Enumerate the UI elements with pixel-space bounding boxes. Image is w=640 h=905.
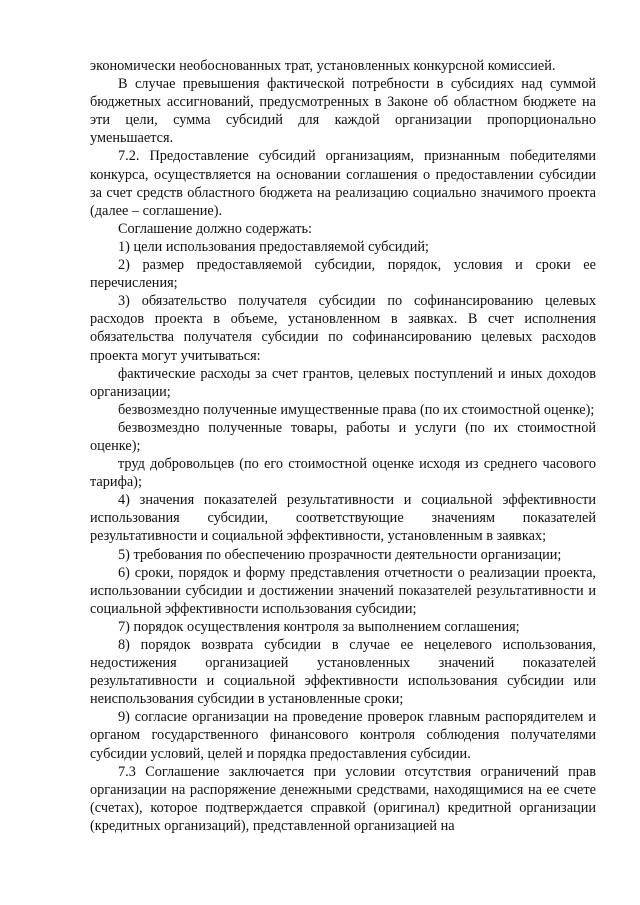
paragraph-subsidy-excess: В случае превышения фактической потребности в субсидиях над суммой бюджетных ассигнований, предусмотренных в Законе об областном бюджете на эти цели, сумма субсидий для каждой организации пропорционально уменьшается.	[90, 76, 596, 147]
paragraph-agreement-contents: Соглашение должно содержать:	[118, 220, 312, 237]
list-item-4: 4) значения показателей результативности и социальной эффективности использования субсидии, соответствующие значениям показателей результативности и социальной эффективности, установленным в заявках;	[90, 492, 596, 545]
sub-item-actual-expenses: фактические расходы за счет грантов, целевых поступлений и иных доходов организации;	[90, 365, 596, 400]
list-item-6: 6) сроки, порядок и форму представления отчетности о реализации проекта, использовании субсидии и достижении значений показателей результативности и социальной эффективности использования субсидии;	[90, 564, 596, 617]
list-item-8: 8) порядок возврата субсидии в случае ее нецелевого использования, недостижения организацией установленных значений показателей результативности и социальной эффективности использования субсидии или неиспользования субсидии в установленные сроки;	[90, 637, 596, 708]
list-item-2: 2) размер предоставляемой субсидии, порядок, условия и сроки ее перечисления;	[90, 257, 596, 292]
list-item-1: 1) цели использования предоставляемой субсидий;	[118, 238, 429, 255]
list-item-7: 7) порядок осуществления контроля за выполнением соглашения;	[118, 618, 520, 635]
document-page	[90, 57, 596, 835]
list-item-5: 5) требования по обеспечению прозрачности деятельности организации;	[118, 546, 562, 563]
paragraph-7-2: 7.2. Предоставление субсидий организациям, признанным победителями конкурса, осуществляется на основании соглашения о предоставлении субсидии за счет средств областного бюджета на реализацию социально значимого проекта (далее – соглашение).	[90, 148, 596, 219]
sub-item-volunteer-labor: труд добровольцев (по его стоимостной оценке исходя из среднего часового тарифа);	[90, 456, 596, 491]
sub-item-property-rights: безвозмездно полученные имущественные права (по их стоимостной оценке);	[118, 401, 595, 418]
paragraph-continuation: экономически необоснованных трат, установленных конкурсной комиссией.	[90, 58, 556, 74]
paragraph-7-3: 7.3 Соглашение заключается при условии отсутствия ограничений прав организации на распоряжение денежными средствами, находящимися на ее счете (счетах), которое подтверждается справкой (оригинал) кредитной организации (кредитных организаций), представленной организацией на	[90, 763, 596, 834]
list-item-3: 3) обязательство получателя субсидии по софинансированию целевых расходов проекта в объеме, установленном в заявках. В счет исполнения обязательства получателя субсидии по софинансированию целевых расходов проекта могут учитываться:	[90, 293, 596, 364]
list-item-9: 9) согласие организации на проведение проверок главным распорядителем и органом государственного финансового контроля соблюдения получателями субсидии условий, целей и порядка предоставления субсидии.	[90, 709, 596, 762]
sub-item-goods-services: безвозмездно полученные товары, работы и услуги (по их стоимостной оценке);	[90, 419, 596, 454]
